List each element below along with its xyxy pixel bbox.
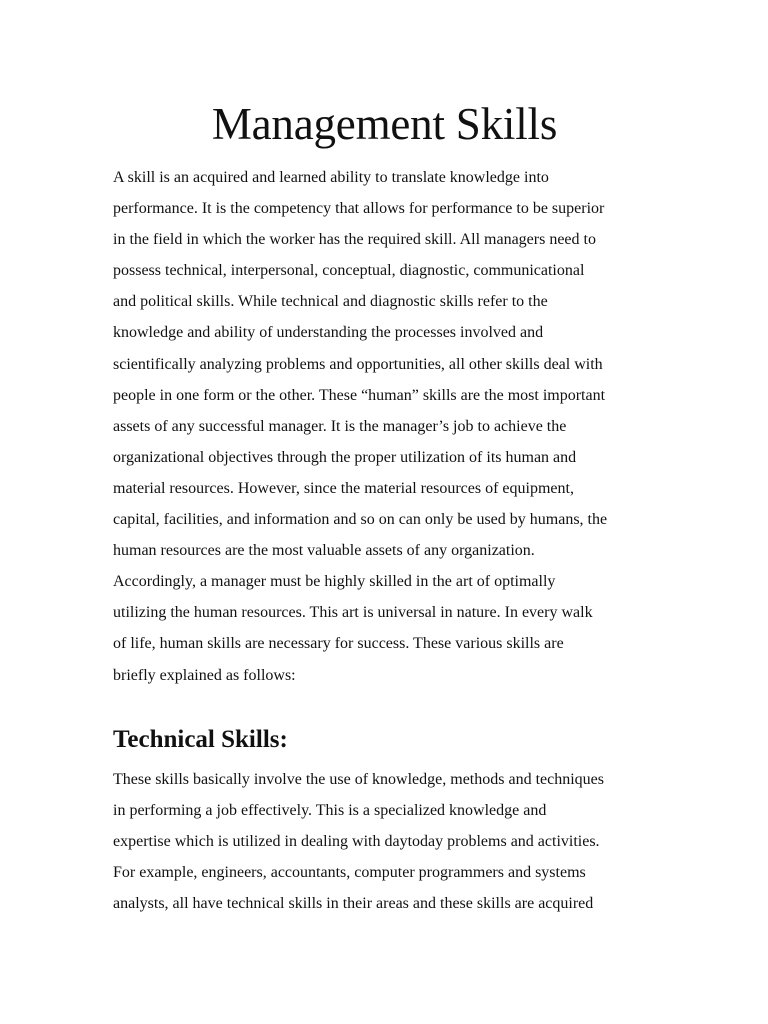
intro-line: assets of any successful manager. It is the manager’s job to achieve the [113, 417, 567, 435]
technical-line: These skills basically involve the use of knowledge, methods and techniques [113, 770, 604, 788]
intro-line: performance. It is the competency that allows for performance to be superior [113, 200, 605, 218]
intro-line: material resources. However, since the material resources of equipment, [113, 479, 574, 497]
intro-line: of life, human skills are necessary for success. These various skills are [113, 635, 564, 653]
section-heading-technical-skills: Technical Skills: [113, 725, 288, 753]
technical-line: For example, engineers, accountants, computer programmers and systems [113, 863, 586, 881]
page-title: Management Skills [211, 99, 558, 149]
intro-line: briefly explained as follows: [113, 666, 296, 684]
intro-line: and political skills. While technical and diagnostic skills refer to the [113, 293, 548, 311]
intro-line: A skill is an acquired and learned ability to translate knowledge into [113, 169, 549, 186]
intro-line: knowledge and ability of understanding the processes involved and [113, 324, 544, 342]
intro-paragraph [113, 162, 656, 691]
intro-line: people in one form or the other. These “human” skills are the most important [113, 386, 606, 404]
technical-line: in performing a job effectively. This is a specialized knowledge and [113, 801, 547, 819]
intro-line: Accordingly, a manager must be highly skilled in the art of optimally [113, 573, 556, 591]
intro-line: capital, facilities, and information and so on can only be used by humans, the [113, 511, 608, 529]
intro-line: possess technical, interpersonal, conceptual, diagnostic, communicational [113, 262, 585, 280]
technical-skills-paragraph [113, 764, 656, 919]
technical-line: expertise which is utilized in dealing with daytoday problems and activities. [113, 832, 600, 850]
intro-line: organizational objectives through the proper utilization of its human and [113, 448, 577, 466]
intro-line: scientifically analyzing problems and opportunities, all other skills deal with [113, 355, 603, 373]
intro-line: in the field in which the worker has the required skill. All managers need to [113, 231, 596, 249]
intro-line: utilizing the human resources. This art is universal in nature. In every walk [113, 604, 593, 622]
technical-line: analysts, all have technical skills in their areas and these skills are acquired [113, 894, 594, 912]
intro-line: human resources are the most valuable assets of any organization. [113, 542, 535, 560]
